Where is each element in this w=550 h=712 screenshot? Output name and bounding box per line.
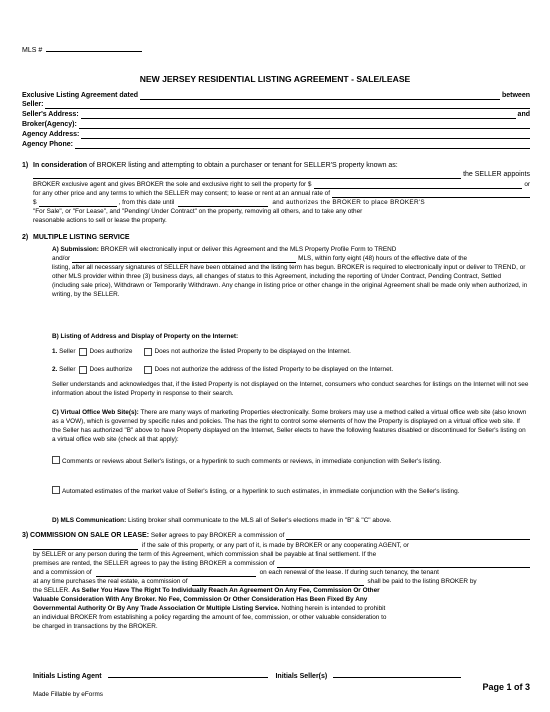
section-2-heading: MULTIPLE LISTING SERVICE (33, 234, 130, 241)
section-3-line-5: and a commission of on each renewal of the lease. If during such tenancy, the tenant (33, 569, 439, 576)
section-3-line-6: at any time purchases the real estate, a commission of shall be paid to the listing BROKER by (33, 578, 477, 585)
section-1-line-5: $ , from this date until and authorizes the BROKER to place BROKER'S (33, 199, 425, 206)
section-1-line-6: "For Sale", or "For Lease", and "Pending/ Under Contract" on the property, removing all others, and to take any other (33, 208, 363, 215)
section-3-line-10: an individual BROKER from establishing a policy regarding the amount of fee, commission, or other valuable consideration to (33, 614, 387, 621)
section-2b-note: Seller understands and acknowledges that, if the listed Property is not displayed on the Internet, consumers who conduct searches for listings on the Internet will not see information about the listed Property in response to their search. (52, 381, 529, 397)
section-2b-option-1: 1. Seller Does authorize Does not authorize the listed Property to be displayed on the Internet. (52, 348, 351, 355)
b2-authorize-checkbox[interactable] (79, 366, 87, 374)
initials-seller-label: Initials Seller(s) (275, 673, 328, 680)
sale-price-field[interactable] (314, 181, 523, 189)
section-3-line-4: premises are rented, the SELLER agrees to pay the listing BROKER a commission of (33, 559, 530, 568)
section-1-number: 1) (22, 162, 29, 169)
agency-address-row (22, 130, 530, 139)
section-2d-line: D) MLS Communication: Listing broker shall communicate to the MLS all of Seller's elections made in "B" & "C" above. (52, 517, 392, 524)
agency-address-field[interactable] (81, 131, 530, 139)
section-3-line-9: Governmental Authority Or By Any Trade Association Or Multiple Listing Service. Nothing herein is intended to prohibit (33, 605, 386, 612)
vow-estimates-checkbox[interactable] (52, 486, 60, 494)
section-1-line-4: for any other price and any terms to which the SELLER may consent; to lease or rent at an annual rate of (33, 189, 530, 198)
sale-commission-field-cont[interactable] (33, 543, 138, 550)
section-1-line-2: the SELLER appoints (33, 170, 530, 179)
broker-label: Broker(Agency): (22, 121, 77, 128)
mls-name-field[interactable] (72, 256, 296, 263)
section-1-line-7: reasonable actions to sell or lease the property. (33, 217, 167, 224)
section-2d-lead: D) MLS Communication: (52, 517, 127, 524)
section-1-line-1: In consideration of BROKER listing and attempting to obtain a purchaser or tenant for SELLER'S property known as: (33, 162, 398, 169)
section-2c-option-2: Automated estimates of the market value of Seller's listing, or a hyperlink to such estimates, in immediate conjunction with the Seller's listing. (52, 486, 530, 496)
section-2a-lead: A) Submission: (52, 246, 99, 253)
page-number: Page 1 of 3 (482, 682, 530, 692)
section-1-lead: In consideration (33, 162, 88, 169)
seller-label: Seller: (22, 101, 44, 108)
section-2c-text: C) Virtual Office Web Site(s): There are many ways of marketing Properties electronically. Some brokers may use a method called a virtual office web site (also known as a VOW), which is governed by specific rules and policies. The has the right to control some elements of how the Property is displayed on a virtual office web site. If the Seller has authorized "B" above to have Property displayed on the Internet, Seller elects to have the following features disabled or discontinued for Seller's listing on a virtual office web site (check all that apply): (52, 409, 527, 443)
initials-seller-field[interactable] (333, 671, 461, 678)
rate-amount-field[interactable] (39, 200, 117, 207)
section-2c-lead: C) Virtual Office Web Site(s): (52, 409, 139, 416)
property-address-field[interactable] (33, 171, 461, 179)
sale-commission-field[interactable] (286, 532, 530, 540)
dated-label: Exclusive Listing Agreement dated (22, 92, 139, 99)
mls-label: MLS # (22, 47, 43, 54)
section-2a-line-2: and/or MLS, within forty eight (48) hours of the effective date of the (52, 255, 468, 262)
initials-agent-label: Initials Listing Agent (33, 673, 102, 680)
section-3-line-1: 3) COMMISSION ON SALE OR LEASE: Seller agrees to pay BROKER a commission of (22, 531, 530, 540)
section-1-line-3: BROKER exclusive agent and gives BROKER the sole and exclusive right to sell the property for $ or (33, 181, 530, 188)
mls-number-field[interactable] (46, 45, 142, 52)
vow-comments-checkbox[interactable] (52, 456, 60, 464)
agency-phone-row (22, 140, 530, 149)
agency-phone-field[interactable] (75, 141, 530, 149)
annual-rate-field[interactable] (332, 190, 530, 198)
seller-field[interactable] (45, 101, 530, 109)
initials-agent-field[interactable] (108, 671, 268, 678)
dated-row (22, 91, 530, 100)
broker-row (22, 120, 530, 129)
and-label: and (517, 111, 530, 118)
sellers-address-field[interactable] (81, 111, 516, 119)
renewal-commission-field[interactable] (96, 570, 256, 577)
section-3-line-3: by SELLER or any person during the term of this Agreement, which commission shall be payable at final settlement. If the (33, 551, 377, 558)
between-label: between (501, 92, 530, 99)
section-3-line-11: be charged in transactions by the BROKER. (33, 623, 158, 630)
mls-number-row (22, 45, 142, 55)
rental-commission-field[interactable] (277, 560, 530, 568)
b1-authorize-checkbox[interactable] (79, 348, 87, 356)
made-fillable-note: Made Fillable by eForms (33, 691, 103, 698)
sellers-address-row (22, 110, 530, 119)
broker-field[interactable] (79, 121, 530, 129)
agency-phone-label: Agency Phone: (22, 141, 73, 148)
section-2b-option-2: 2. Seller Does authorize Does not authorize the address of the listed Property to be displayed on the Internet. (52, 366, 394, 373)
seller-row (22, 100, 530, 109)
tenant-purchase-commission-field[interactable] (192, 579, 364, 586)
section-2a-rest: listing, after all necessary signatures of SELLER have been obtained and the listing term has begun. BROKER is required to electronically input or deliver to TREND, or other MLS provider within three (3) business days, all changes of status to this Agreement, including the reporting of Under Contract, Pending Contract, Settled (including sale price), Withdrawn or Temporarily Withdrawn. Any change in listing price or other change in the original Agreement shall be made only when authorized, in writing, by the SELLER. (52, 264, 528, 298)
section-3-line-2: if the sale of this property, or any part of it, is made by BROKER or any cooperating AGENT, or (33, 541, 530, 550)
section-3-lead: COMMISSION ON SALE OR LEASE: (30, 532, 150, 539)
section-3-line-8: Valuable Consideration With Any Broker. No Fee, Commission Or Other Consideration Has Been Fixed By Any (33, 596, 368, 603)
sellers-address-label: Seller's Address: (22, 111, 79, 118)
dated-field[interactable] (140, 92, 500, 100)
section-3-line-7: the SELLER. As Seller You Have The Right To Individually Reach An Agreement On Any Fee, Commission Or Other (33, 587, 380, 594)
section-2a-line-1: A) Submission: BROKER will electronically input or deliver this Agreement and the MLS Property Profile Form to TREND (52, 246, 397, 253)
section-2b-lead: B) Listing of Address and Display of Property on the Internet: (52, 333, 239, 340)
section-3-number: 3) (22, 532, 29, 539)
initials-row (33, 671, 461, 681)
section-2c-option-1: Comments or reviews about Seller's listings, or a hyperlink to such comments or reviews, in immediate conjunction with Seller's listing. (52, 456, 530, 466)
agency-address-label: Agency Address: (22, 131, 80, 138)
b2-not-authorize-checkbox[interactable] (144, 366, 152, 374)
document-title: NEW JERSEY RESIDENTIAL LISTING AGREEMENT - SALE/LEASE (139, 74, 411, 84)
expiration-date-field[interactable] (178, 200, 268, 207)
b1-not-authorize-checkbox[interactable] (144, 348, 152, 356)
section-2-number: 2) (22, 234, 29, 241)
